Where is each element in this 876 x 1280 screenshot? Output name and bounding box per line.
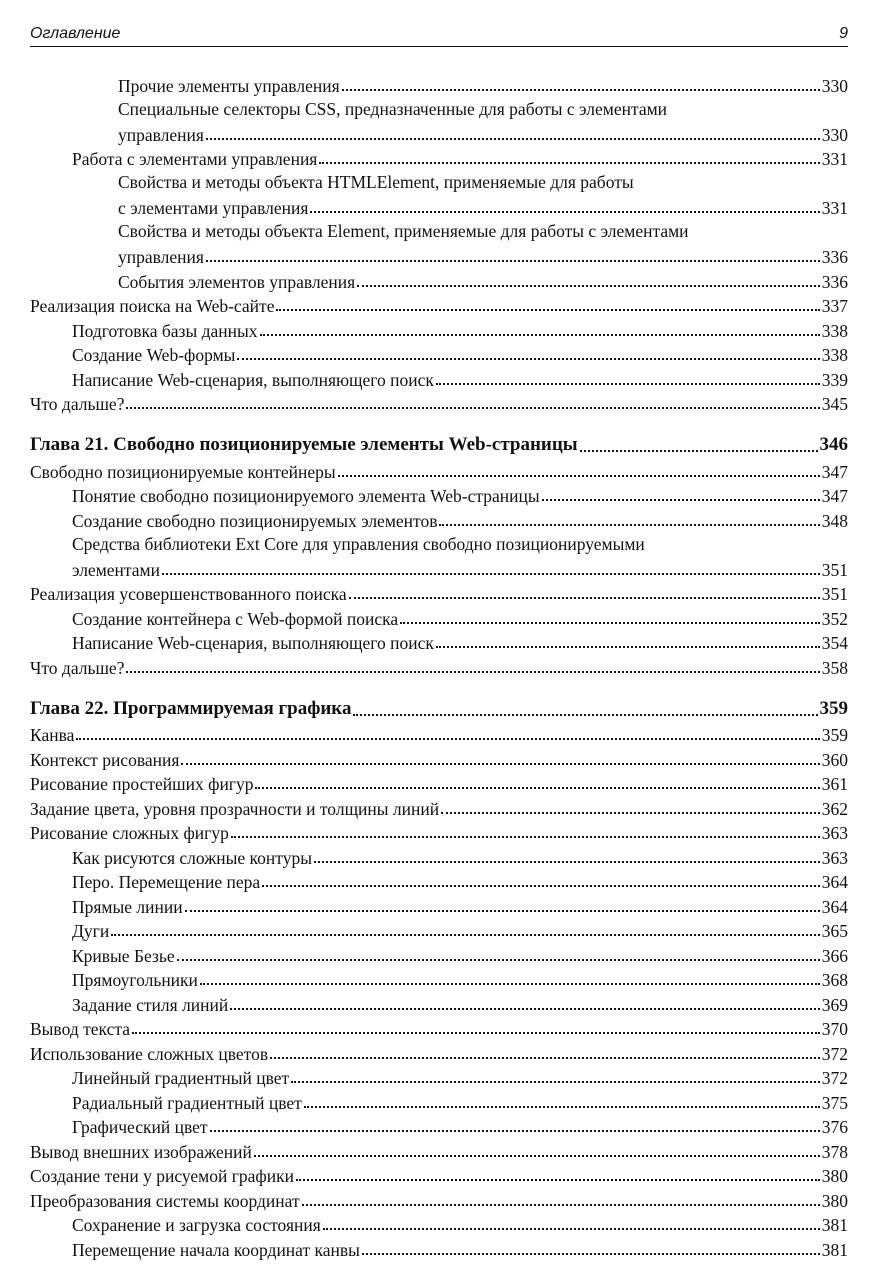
- dot-leader: [210, 1129, 820, 1132]
- toc-entry: [30, 532, 848, 581]
- dot-leader: [291, 1080, 820, 1083]
- dot-leader: [349, 596, 820, 599]
- toc-entry-title: Перо. Перемещение пера: [72, 872, 261, 892]
- toc-page-number: 339: [821, 369, 848, 390]
- toc-page-number: 362: [821, 798, 848, 819]
- toc-entry: [30, 771, 848, 796]
- toc-entry-title-line: Специальные селекторы CSS, предназначенные для работы с элементами: [118, 98, 668, 119]
- dot-leader: [362, 1252, 820, 1255]
- header-title: Оглавление: [30, 25, 121, 42]
- dot-leader: [296, 1178, 820, 1181]
- toc-entry: [30, 170, 848, 219]
- toc-entry-title: Рисование простейших фигур: [30, 774, 254, 794]
- toc-entry-title: Задание стиля линий: [72, 994, 229, 1015]
- toc-entry-title: Задание цвета, уровня прозрачности и толщины линий: [30, 798, 440, 819]
- toc-entry: [30, 1212, 848, 1237]
- toc-page-number: 370: [821, 1019, 848, 1039]
- dot-leader: [439, 523, 819, 526]
- toc-entry-title: Прямые линии: [72, 896, 183, 917]
- dot-leader: [260, 333, 820, 336]
- toc-page-number: 361: [821, 774, 848, 794]
- dot-leader: [357, 284, 820, 287]
- toc-entry-title: События элементов управления: [118, 271, 356, 292]
- toc-page-number: 354: [821, 633, 848, 653]
- toc-page-number: 337: [821, 296, 848, 316]
- dot-leader: [206, 137, 820, 140]
- toc-entry-title: Что дальше?: [30, 394, 125, 414]
- dot-leader: [304, 1105, 820, 1108]
- toc-entry-title: Перемещение начала координат канвы: [72, 1239, 360, 1260]
- dot-leader: [436, 382, 820, 385]
- toc-entry: [30, 1114, 848, 1139]
- header-page-number: 9: [839, 25, 848, 42]
- toc-entry-title: Как рисуются сложные контуры: [72, 847, 312, 868]
- toc-entry: [30, 317, 848, 342]
- toc-entry: [30, 268, 848, 293]
- toc-entry: [30, 293, 848, 318]
- toc-entry-title: Подготовка базы данных: [72, 320, 258, 341]
- toc-page-number: 369: [821, 994, 848, 1015]
- toc-entry-title: Кривые Безье: [72, 945, 175, 966]
- dot-leader: [270, 1056, 820, 1059]
- running-header: [30, 24, 848, 47]
- toc-entry: [30, 342, 848, 367]
- dot-leader: [76, 737, 819, 740]
- toc-page-number: 372: [821, 1068, 848, 1088]
- toc-entry-title: Создание контейнера с Web-формой поиска: [72, 608, 399, 629]
- toc-entry-title: управления: [118, 247, 204, 267]
- toc-entry-title: Реализация поиска на Web-сайте: [30, 296, 275, 316]
- toc-entry-title: Радиальный градиентный цвет: [72, 1092, 302, 1113]
- toc-page-number: 338: [821, 345, 848, 365]
- toc-entry: [30, 1187, 848, 1212]
- toc-page-number: 346: [819, 434, 848, 455]
- dot-leader: [302, 1203, 820, 1206]
- toc-page-number: 348: [821, 510, 848, 531]
- toc-entry: [30, 1163, 848, 1188]
- dot-leader: [441, 811, 820, 814]
- toc-entry: [30, 746, 848, 771]
- toc-page-number: 336: [821, 247, 848, 267]
- toc-page-number: 352: [821, 608, 848, 629]
- toc-entry-title: Реализация усовершенствованного поиска: [30, 584, 347, 604]
- toc-page-number: 364: [821, 896, 848, 917]
- toc-entry-title: Прочие элементы управления: [118, 75, 340, 96]
- toc-entry: [30, 219, 848, 268]
- toc-entry: [30, 458, 848, 483]
- dot-leader: [542, 498, 820, 501]
- toc-entry-title: Создание тени у рисуемой графики: [30, 1166, 294, 1186]
- toc-entry-title: Дуги: [72, 921, 110, 941]
- toc-entry: [30, 942, 848, 967]
- toc-entry: [30, 97, 848, 146]
- toc-entry-title: Канва: [30, 725, 75, 745]
- toc-entry: [30, 630, 848, 655]
- toc-page-number: 351: [821, 584, 848, 604]
- toc-page-number: 331: [821, 149, 848, 169]
- dot-leader: [323, 1227, 820, 1230]
- toc-entry: [30, 991, 848, 1016]
- toc-entry: [30, 1236, 848, 1261]
- toc-entry: [30, 967, 848, 992]
- dot-leader: [132, 1031, 820, 1034]
- toc-entry: [30, 893, 848, 918]
- toc-page-number: 345: [821, 394, 848, 414]
- toc-entry-title: Контекст рисования: [30, 749, 180, 770]
- toc-entry-title: Рисование сложных фигур: [30, 823, 229, 843]
- dot-leader: [580, 449, 818, 452]
- toc-entry-title: элементами: [72, 559, 160, 580]
- toc-entry: [30, 146, 848, 171]
- toc-entry-title: с элементами управления: [118, 198, 309, 218]
- toc-page-number: 376: [821, 1117, 848, 1137]
- toc-page-number: 365: [821, 921, 848, 941]
- toc-entry-title: Прямоугольники: [72, 970, 198, 990]
- toc-entry: [30, 722, 848, 747]
- toc-page-number: 330: [821, 124, 848, 145]
- table-of-contents: [30, 72, 848, 1261]
- toc-entry-title: Вывод текста: [30, 1019, 130, 1039]
- dot-leader: [338, 474, 820, 477]
- toc-page-number: 378: [821, 1141, 848, 1162]
- toc-entry-title: Работа с элементами управления: [72, 149, 318, 169]
- toc-page-number: 351: [821, 559, 848, 580]
- dot-leader: [353, 713, 817, 716]
- toc-entry-title: Написание Web-сценария, выполняющего поиск: [72, 633, 434, 653]
- toc-page-number: 368: [821, 970, 848, 990]
- toc-page-number: 363: [821, 823, 848, 843]
- toc-entry: [30, 366, 848, 391]
- dot-leader: [310, 210, 819, 213]
- toc-page-number: 372: [821, 1043, 848, 1064]
- toc-entry: [30, 918, 848, 943]
- toc-page-number: 347: [821, 486, 848, 506]
- toc-entry-title-line: Свойства и методы объекта HTMLElement, применяемые для работы: [118, 172, 634, 192]
- dot-leader: [254, 1154, 820, 1157]
- toc-page-number: 331: [821, 198, 848, 218]
- toc-page-number: 366: [821, 945, 848, 966]
- dot-leader: [206, 259, 820, 262]
- toc-entry-title: Что дальше?: [30, 657, 125, 678]
- toc-entry: [30, 1138, 848, 1163]
- toc-entry: [30, 581, 848, 606]
- toc-page-number: 363: [821, 847, 848, 868]
- dot-leader: [314, 860, 820, 863]
- toc-page-number: 380: [821, 1190, 848, 1211]
- dot-leader: [181, 762, 819, 765]
- toc-page-number: 347: [821, 461, 848, 482]
- dot-leader: [200, 982, 820, 985]
- toc-entry-title: Глава 21. Свободно позиционируемые элементы Web-страницы: [30, 434, 578, 455]
- toc-entry: [30, 483, 848, 508]
- dot-leader: [436, 645, 820, 648]
- toc-page-number: 359: [821, 725, 848, 745]
- dot-leader: [255, 786, 819, 789]
- toc-entry-title-line: Свойства и методы объекта Element, применяемые для работы с элементами: [118, 221, 689, 241]
- toc-entry: [30, 72, 848, 97]
- dot-leader: [342, 88, 820, 91]
- toc-entry-title: Глава 22. Программируемая графика: [30, 697, 352, 719]
- toc-entry: [30, 795, 848, 820]
- toc-entry-title: Свободно позиционируемые контейнеры: [30, 461, 336, 482]
- toc-page-number: 336: [821, 271, 848, 292]
- dot-leader: [162, 572, 820, 575]
- toc-entry: [30, 1016, 848, 1041]
- dot-leader: [126, 406, 819, 409]
- toc-page-number: 330: [821, 75, 848, 96]
- toc-entry-title: управления: [118, 124, 204, 145]
- toc-entry: [30, 654, 848, 679]
- dot-leader: [231, 835, 820, 838]
- toc-page-number: 380: [821, 1166, 848, 1186]
- dot-leader: [400, 621, 820, 624]
- toc-entry-title: Написание Web-сценария, выполняющего поиск: [72, 369, 434, 390]
- dot-leader: [111, 933, 820, 936]
- toc-chapter-entry: [30, 429, 848, 458]
- dot-leader: [276, 308, 819, 311]
- dot-leader: [126, 670, 819, 673]
- dot-leader: [177, 958, 820, 961]
- toc-entry: [30, 844, 848, 869]
- dot-leader: [319, 161, 819, 164]
- toc-entry-title: Преобразования системы координат: [30, 1190, 300, 1211]
- toc-entry-title: Графический цвет: [72, 1117, 208, 1137]
- toc-entry-title: Вывод внешних изображений: [30, 1141, 252, 1162]
- toc-entry: [30, 1089, 848, 1114]
- toc-entry: [30, 1040, 848, 1065]
- toc-entry-title-line: Средства библиотеки Ext Core для управления свободно позиционируемыми: [72, 533, 645, 554]
- toc-entry-title: Использование сложных цветов: [30, 1043, 269, 1064]
- toc-entry: [30, 1065, 848, 1090]
- toc-page-number: 381: [821, 1239, 848, 1260]
- toc-entry: [30, 605, 848, 630]
- toc-chapter-entry: [30, 693, 848, 722]
- toc-entry-title: Понятие свободно позиционируемого элемента Web-страницы: [72, 486, 540, 506]
- toc-entry-title: Создание свободно позиционируемых элементов: [72, 510, 438, 531]
- toc-page-number: 381: [821, 1215, 848, 1235]
- toc-entry: [30, 391, 848, 416]
- toc-entry: [30, 507, 848, 532]
- toc-page-number: 359: [819, 697, 848, 719]
- toc-page-number: 364: [821, 872, 848, 892]
- toc-page-number: 358: [821, 657, 848, 678]
- dot-leader: [230, 1007, 820, 1010]
- toc-page-number: 375: [821, 1092, 848, 1113]
- dot-leader: [237, 357, 819, 360]
- toc-entry: [30, 869, 848, 894]
- toc-entry-title: Линейный градиентный цвет: [72, 1068, 290, 1088]
- dot-leader: [262, 884, 820, 887]
- toc-page-number: 338: [821, 320, 848, 341]
- toc-entry-title: Сохранение и загрузка состояния: [72, 1215, 321, 1235]
- toc-page-number: 360: [821, 749, 848, 770]
- toc-entry: [30, 820, 848, 845]
- dot-leader: [185, 909, 820, 912]
- toc-entry-title: Создание Web-формы: [72, 345, 236, 365]
